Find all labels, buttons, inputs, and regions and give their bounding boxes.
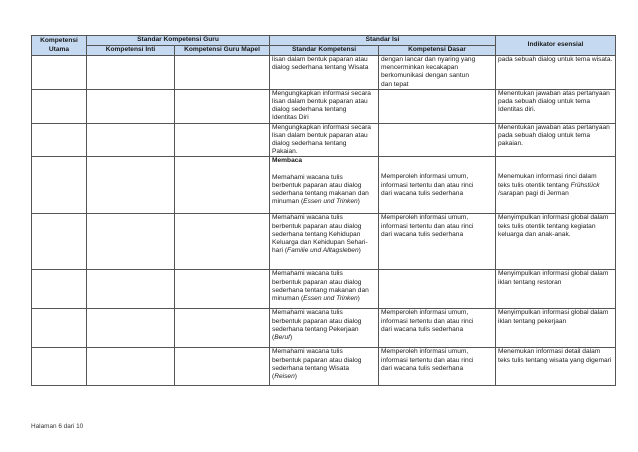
kompetensi-dasar-cell: dengan lancar dan nyaring yang mencerminkan kecakapan berkomunikasi dengan santun dan tepat <box>379 56 496 90</box>
kompetensi-dasar-cell: Memperoleh informasi umum, informasi tertentu dan atau rinci dari wacana tulis sederhana <box>379 309 496 348</box>
table-row <box>32 157 616 214</box>
header-kompetensi-dasar: Kompetensi Dasar <box>379 46 496 56</box>
table-row <box>32 270 616 309</box>
competency-table <box>31 35 616 386</box>
kompetensi-dasar-cell: Memperoleh informasi umum, informasi tertentu dan atau rinci dari wacana tulis sederhana <box>379 157 496 214</box>
indikator-cell: pada sebuah dialog untuk tema wisata. <box>496 56 616 90</box>
header-kompetensi-utama: Kompetensi Utama <box>32 36 87 56</box>
standar-kompetensi-cell: Mengungkapkan informasi secara lisan dalam bentuk paparan atau dialog sederhana tentang Identitas Diri <box>270 89 379 123</box>
standar-kompetensi-cell: Mengungkapkan informasi secara lisan dalam bentuk paparan atau dialog sederhana tentang Pakaian. <box>270 123 379 157</box>
standar-kompetensi-cell: Memahami wacana tulis berbentuk paparan atau dialog sederhana tentang Wisata (Reisen) <box>270 348 379 386</box>
indikator-cell: Menyimpulkan informasi global dalam teks tulis otentik tentang kegiatan keluarga dan anak-anak. <box>496 214 616 270</box>
standar-kompetensi-cell: Memahami wacana tulis berbentuk paparan atau dialog sederhana tentang Kehidupan Keluarga dan Kehidupan Sehari- hari (Familie und Alltagsleben) <box>270 214 379 270</box>
indikator-cell: Menentukan jawaban atas pertanyaan pada sebuah dialog untuk tema pakaian. <box>496 123 616 157</box>
table-row <box>32 89 616 123</box>
table-row <box>32 309 616 348</box>
kompetensi-dasar-cell <box>379 123 496 157</box>
kompetensi-dasar-cell <box>379 89 496 123</box>
page-footer: Halaman 6 dari 10 <box>31 423 84 430</box>
standar-kompetensi-cell: lisan dalam bentuk paparan atau dialog sederhana tentang Wisata <box>270 56 379 90</box>
header-kompetensi-guru-mapel: Kompetensi Guru Mapel <box>175 46 270 56</box>
header-indikator-esensial: Indikator esensial <box>496 36 616 56</box>
kompetensi-dasar-cell: Memperoleh informasi umum, informasi tertentu dan atau rinci dari wacana tulis sederhana <box>379 348 496 386</box>
header-standar-kompetensi-guru: Standar Kompetensi Guru <box>87 36 270 46</box>
table-row <box>32 214 616 270</box>
table-row <box>32 56 616 90</box>
header-standar-kompetensi: Standar Kompetensi <box>270 46 379 56</box>
section-heading-membaca: Membaca <box>272 157 303 165</box>
standar-kompetensi-cell: Memahami wacana tulis berbentuk paparan atau dialog sederhana tentang Pekerjaan (Beruf) <box>270 309 379 348</box>
standar-kompetensi-cell: Memahami wacana tulis berbentuk paparan atau dialog sederhana tentang makanan dan minuman (Essen und Trinken) <box>270 270 379 309</box>
indikator-cell: Menemukan informasi detail dalam teks tulis tentang wisata yang digemari <box>496 348 616 386</box>
indikator-cell: Menemukan informasi rinci dalam teks tulis otentik tentang Frühstück /sarapan pagi di Jerman <box>496 157 616 214</box>
header-kompetensi-inti: Kompetensi Inti <box>87 46 175 56</box>
kompetensi-dasar-cell <box>379 270 496 309</box>
standar-kompetensi-cell: Membaca Memahami wacana tulis berbentuk paparan atau dialog sederhana tentang makanan dan minuman (Essen und Trinken) <box>270 157 379 214</box>
indikator-cell: Menentukan jawaban atas pertanyaan pada sebuah dialog untuk tema Identitas diri. <box>496 89 616 123</box>
table-row <box>32 348 616 386</box>
table-row <box>32 123 616 157</box>
header-standar-isi: Standar Isi <box>270 36 496 46</box>
indikator-cell: Menyimpulkan informasi global dalam iklan tentang pekerjaan <box>496 309 616 348</box>
kompetensi-dasar-cell: Memperoleh informasi umum, informasi tertentu dan atau rinci dari wacana tulis sederhana <box>379 214 496 270</box>
indikator-cell: Menyimpulkan informasi global dalam iklan tentang restoran <box>496 270 616 309</box>
